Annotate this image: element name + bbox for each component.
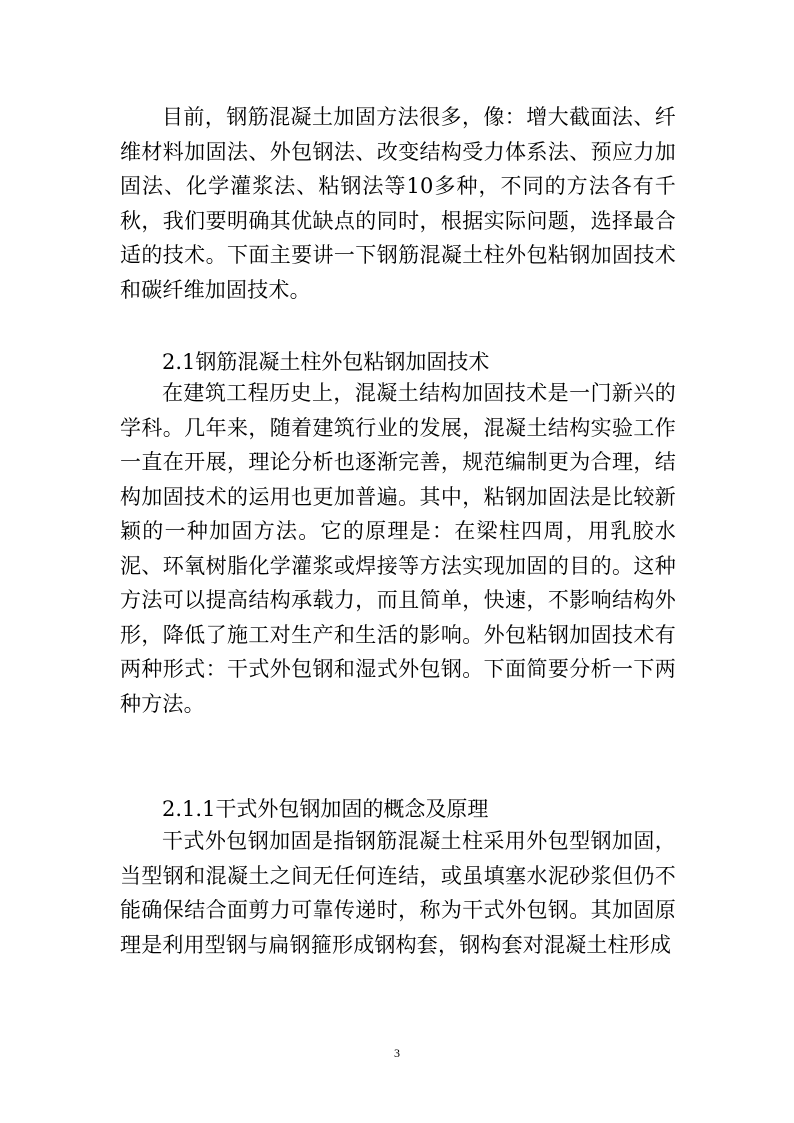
section-heading-2-1-1: 2.1.1干式外包钢加固的概念及原理 (162, 797, 489, 821)
paragraph-dry-steel: 干式外包钢加固是指钢筋混凝土柱采用外包型钢加固，当型钢和混凝土之间无任何连结，或虽填塞水泥砂浆但仍不能确保结合面剪力可靠传递时，称为干式外包钢。其加固原理是利用型钢与扁钢箍形成钢构套，钢构套对混凝土柱形成 (120, 829, 676, 957)
paragraph-history: 在建筑工程历史上，混凝土结构加固技术是一门新兴的学科。几年来，随着建筑行业的发展，混凝土结构实验工作一直在开展，理论分析也逐渐完善，规范编制更为合理，结构加固技术的运用也更加普遍。其中，粘钢加固法是比较新颖的一种加固方法。它的原理是：在梁柱四周，用乳胶水泥、环氧树脂化学灌浆或焊接等方法实现加固的目的。这种方法可以提高结构承载力，而且简单，快速，不影响结构外形，降低了施工对生产和生活的影响。外包粘钢加固技术有两种形式：干式外包钢和湿式外包钢。下面简要分析一下两种方法。 (120, 381, 676, 716)
body-text-block (120, 376, 676, 721)
paragraph-intro: 目前，钢筋混凝土加固方法很多，像：增大截面法、纤维材料加固法、外包钢法、改变结构受力体系法、预应力加固法、化学灌浆法、粘钢法等10多种，不同的方法各有千秋，我们要明确其优缺点的同时，根据实际问题，选择最合适的技术。下面主要讲一下钢筋混凝土柱外包粘钢加固技术和碳纤维加固技术。 (120, 105, 676, 302)
body-text-block (120, 100, 676, 307)
page-number: 3 (394, 1046, 400, 1060)
body-text-block (120, 824, 676, 962)
section-heading-2-1: 2.1钢筋混凝土柱外包粘钢加固技术 (162, 350, 490, 374)
